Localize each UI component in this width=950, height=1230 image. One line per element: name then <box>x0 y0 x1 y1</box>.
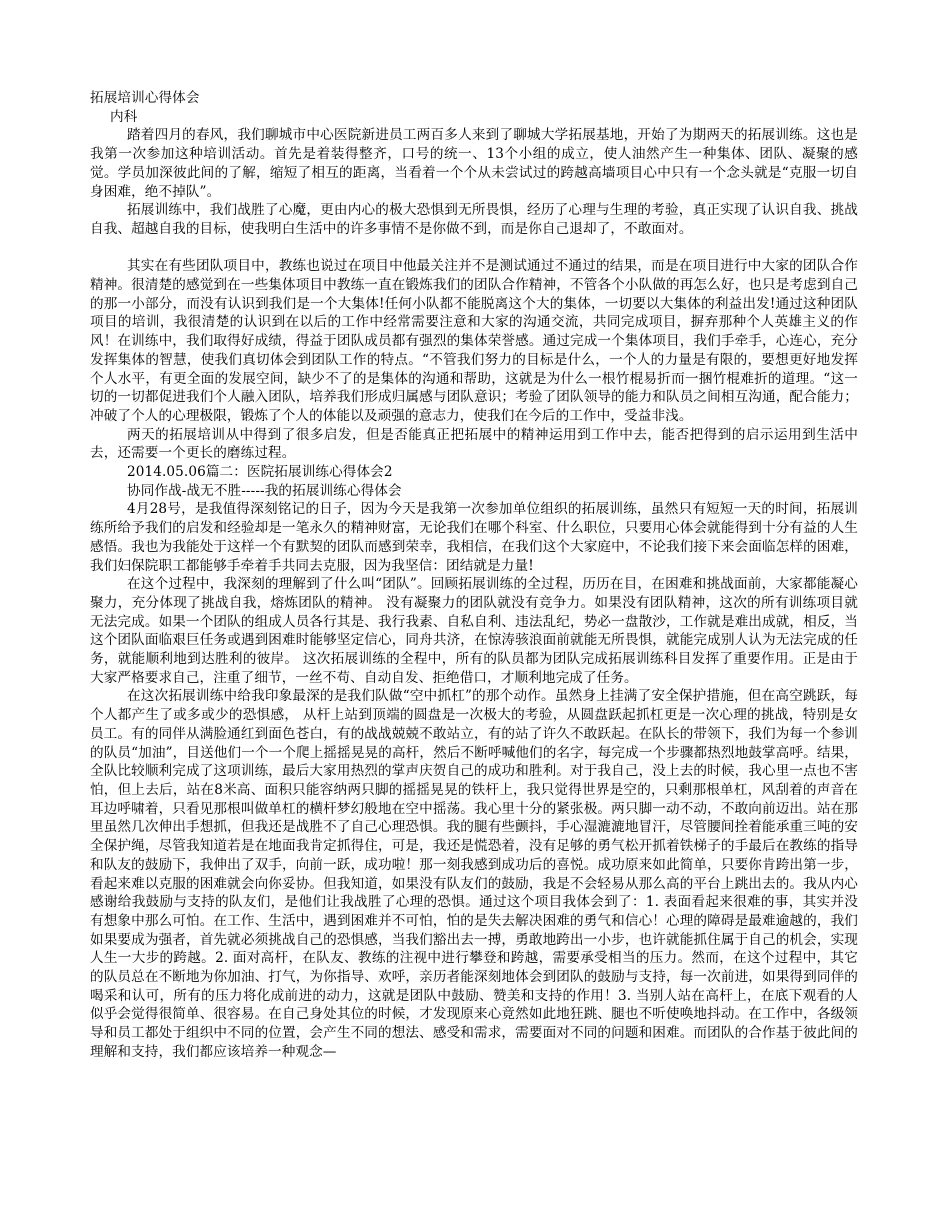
document-page <box>90 89 858 1062</box>
document-title: 拓展培训心得体会 <box>90 90 200 106</box>
paragraph: 4月28号，是我值得深刻铭记的日子，因为今天是我第一次参加单位组织的拓展训练，虽然只有短短一天的时间，拓展训练所给予我们的启发和经验却是一笔永久的精神财富，无论我们在哪个科室、什么职位，只要用心体会就能得到十分有益的人生感悟。我也为我能处于这样一个有默契的团队而感到荣幸，我相信，在我们这个大家庭中，不论我们接下来会面临怎样的困难，我们妇保院职工都能够手牵着手共同去克服，因为我坚信：团结就是力量! <box>90 501 858 574</box>
paragraph: 在这个过程中，我深刻的理解到了什么叫“团队”。回顾拓展训练的全过程，历历在目，在困难和挑战面前，大家都能凝心聚力，充分体现了挑战自我，熔炼团队的精神。 没有凝聚力的团队就没有竞争力。如果没有团队精神，这次的所有训练项目就无法完成。如果一个团队的组成人员各行其是、我行我素、自私自利、违法乱纪，势必一盘散沙，工作就是难出成就，相反，当这个团队面临艰巨任务或遇到困难时能够坚定信心，同舟共济，在惊涛骇浪面前就能无所畏惧，就能完成别人认为无法完成的任务，就能顺利地到达胜利的彼岸。 这次拓展训练的全程中，所有的队员都为团队完成拓展训练科目发挥了重要作用。正是由于大家严格要求自己，注重了细节，一丝不苟、自动自发、拒绝借口，才顺利地完成了任务。 <box>90 576 858 686</box>
department-label: 内科 <box>110 108 138 125</box>
paragraph: 踏着四月的春风，我们聊城市中心医院新进员工两百多人来到了聊城大学拓展基地，开始了为期两天的拓展训练。这也是我第一次参加这种培训活动。首先是着装得整齐，口号的统一、13个小组的成立，使人油然产生一种集体、团队、凝聚的感觉。学员加深彼此间的了解，缩短了相互的距离，当看着一个个从未尝试过的跨越高墙项目心中只有一个念头就是“克服一切自身困难，绝不掉队”。 <box>90 127 858 200</box>
paragraph: 在这次拓展训练中给我印象最深的是我们队做“空中抓杠”的那个动作。虽然身上挂满了安全保护措施，但在高空跳跃，每个人都产生了或多或少的恐惧感， 从杆上站到顶端的圆盘是一次极大的考验，从圆盘跃起抓杠更是一次心理的挑战，特别是女员工。有的同伴从满脸通红到面色苍白，有的战战兢兢不敢站立，有的站了许久不敢跃起。在队长的带领下，我们为每一个参训的队员“加油”，目送他们一个一个爬上摇摇晃晃的高杆，然后不断呼喊他们的名字，每完成一个步骤都热烈地鼓掌高呼。结果，全队比较顺利完成了这项训练，最后大家用热烈的掌声庆贺自己的成功和胜利。对于我自己，没上去的时候，我心里一点也不害怕，但上去后，站在8米高、面积只能容纳两只脚的摇摇晃晃的铁杆上，我只觉得世界是空的，只剩那根单杠，风刮着的声音在耳边呼啸着，只看见那根叫做单杠的横杆梦幻般地在空中摇荡。我心里十分的紧张极。两只脚一动不动，不敢向前迈出。站在那里虽然几次伸出手想抓，但我还是战胜不了自己心理恐惧。我的腿有些颤抖，手心湿漉漉地冒汗，尽管腰间拴着能承重三吨的安全保护绳，尽管我知道若是在地面我肯定抓得住，可是，我还是慌恐着，没有足够的勇气松开抓着铁梯子的手最后在教练的指导和队友的鼓励下，我伸出了双手，向前一跃，成功啦！那一刻我感到成功后的喜悦。成功原来如此简单，只要你肯跨出第一步，看起来难以克服的困难就会向你妥协。但我知道，如果没有队友们的鼓励，我是不会轻易从那么高的平台上跳出去的。我从内心感谢给我鼓励与支持的队友们，是他们让我战胜了心理的恐惧。通过这个项目我体会到了：1. 表面看起来很难的事，其实并没有想象中那么可怕。在工作、生活中，遇到困难并不可怕，怕的是失去解决困难的勇气和信心！心理的障碍是最难逾越的，我们如果要成为强者，首先就必须挑战自己的恐惧感，当我们豁出去一搏，勇敢地跨出一小步，也许就能抓住属于自己的机会，实现人生一大步的跨越。2. 面对高杆，在队友、教练的注视中进行攀登和跨越，需要承受相当的压力。然而，在这个过程中，其它的队员总在不断地为你加油、打气，为你指导、欢呼，亲历者能深刻地体会到团队的鼓励与支持，每一次前进，如果得到同伴的喝采和认可，所有的压力将化成前进的动力，这就是团队中鼓励、赞美和支持的作用！3. 当别人站在高杆上，在底下观看的人似乎会觉得很简单、很容易。在自己身处其位的时候，才发现原来心竟然如此地狂跳、腿也不听使唤地抖动。在工作中，各级领导和员工都处于组织中不同的位置，会产生不同的想法、感受和需求，需要面对不同的问题和困难。而团队的合作基于彼此间的理解和支持，我们都应该培养一种观念— <box>90 688 858 1060</box>
section-subtitle: 协同作战-战无不胜-----我的拓展训练心得体会 <box>127 482 402 499</box>
section-header: 2014.05.06篇二：医院拓展训练心得体会2 <box>127 464 393 481</box>
paragraph: 两天的拓展培训从中得到了很多启发，但是否能真正把拓展中的精神运用到工作中去，能否把得到的启示运用到生活中去，还需要一个更长的磨练过程。 <box>90 426 858 462</box>
paragraph-gap <box>90 239 858 258</box>
paragraph: 其实在有些团队项目中，教练也说过在项目中他最关注并不是测试通过不通过的结果，而是在项目进行中大家的团队合作精神。很清楚的感觉到在一些集体项目中教练一直在锻炼我们的团队合作精神，不管各个小队做的再怎么好，也只是考虑到自己的那一小部分，而没有认识到我们是一个大集体!任何小队都不能脱离这个大的集体，一切要以大集体的利益出发!通过这种团队项目的培训，我很清楚的认识到在以后的工作中经常需要注意和大家的沟通交流，共同完成项目，摒弃那种个人英雄主义的作风！在训练中，我们取得好成绩，得益于团队成员都有强烈的集体荣誉感。通过完成一个集体项目，我们手牵手，心连心，充分发挥集体的智慧，使我们真切体会到团队工作的特点。“不管我们努力的目标是什么，一个人的力量是有限的，要想更好地发挥个人水平，有更全面的发展空间，缺少不了的是集体的沟通和帮助，这就是为什么一根竹棍易折而一捆竹棍难折的道理。“这一切的一切都促进我们个人融入团队，培养我们形成归属感与团队意识；考验了团队领导的能力和队员之间相互沟通，配合能力；冲破了个人的心理极限，锻炼了个人的体能以及顽强的意志力，使我们在今后的工作中，受益非浅。 <box>90 258 858 424</box>
paragraph: 拓展训练中，我们战胜了心魔，更由内心的极大恐惧到无所畏惧，经历了心理与生理的考验，真正实现了认识自我、挑战自我、超越自我的目标，使我明白生活中的许多事情不是你做不到，而是你自己退却了，不敢面对。 <box>90 202 858 237</box>
